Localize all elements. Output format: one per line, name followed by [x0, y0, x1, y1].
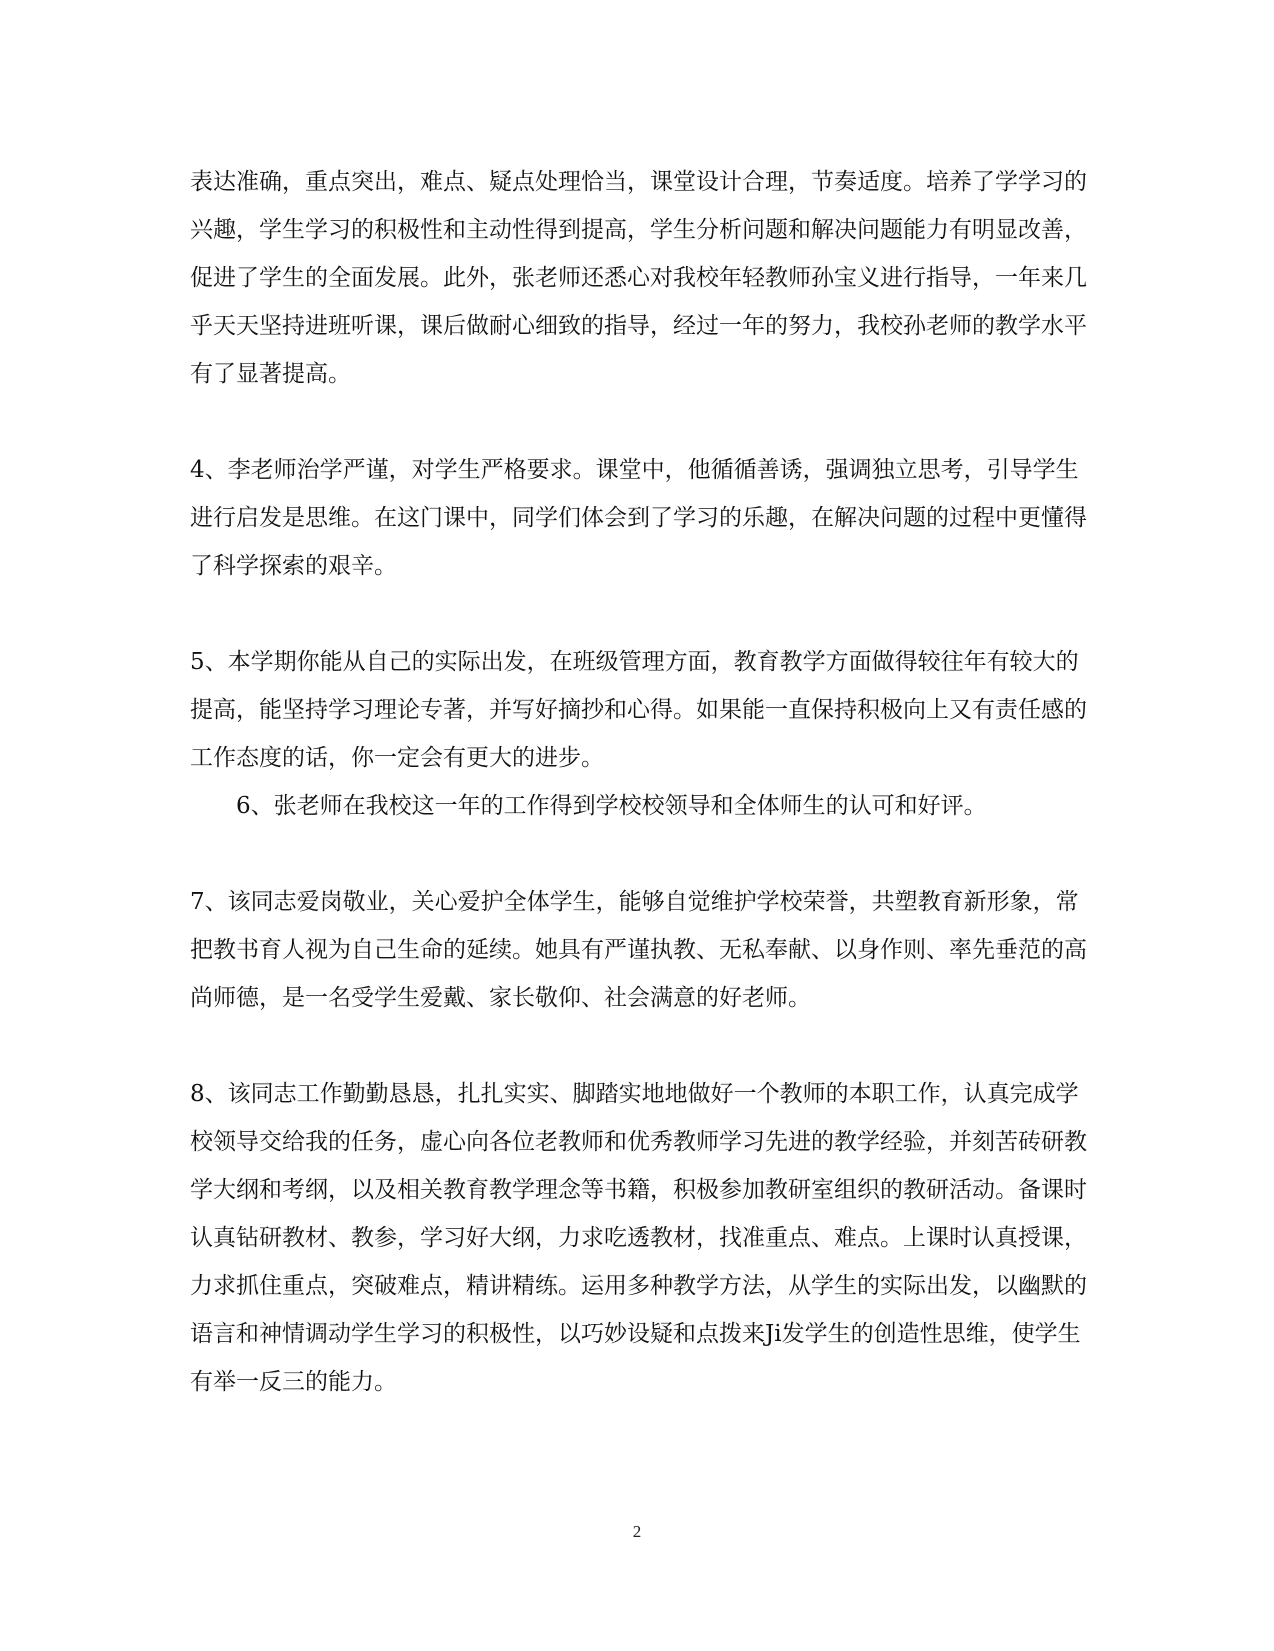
paragraph-continuation: 表达准确，重点突出，难点、疑点处理恰当，课堂设计合理，节奏适度。培养了学学习的兴趣，学生学习的积极性和主动性得到提高，学生分析问题和解决问题能力有明显改善，促进了学生的全面发展。此外，张老师还悉心对我校年轻教师孙宝义进行指导，一年来几乎天天坚持进班听课，课后做耐心细致的指导，经过一年的努力，我校孙老师的教学水平有了显著提高。: [190, 169, 1087, 387]
paragraph-item-5: 5、本学期你能从自己的实际出发，在班级管理方面，教育教学方面做得较往年有较大的提高，能坚持学习理论专著，并写好摘抄和心得。如果能一直保持积极向上又有责任感的工作态度的话，你一定会有更大的进步。: [190, 649, 1087, 771]
paragraph-item-8: 8、该同志工作勤勤恳恳，扎扎实实、脚踏实地地做好一个教师的本职工作，认真完成学校领导交给我的任务，虚心向各位老教师和优秀教师学习先进的教学经验，并刻苦砖研教学大纲和考纲，以及相关教育教学理念等书籍，积极参加教研室组织的教研活动。备课时认真钻研教材、教参，学习好大纲，力求吃透教材，找准重点、难点。上课时认真授课，力求抓住重点，突破难点，精讲精练。运用多种教学方法，从学生的实际出发，以幽默的语言和神情调动学生学习的积极性，以巧妙设疑和点拨来Ji发学生的创造性思维，使学生有举一反三的能力。: [190, 1081, 1087, 1395]
paragraph-item-4: 4、李老师治学严谨，对学生严格要求。课堂中，他循循善诱，强调独立思考，引导学生进行启发是思维。在这门课中，同学们体会到了学习的乐趣，在解决问题的过程中更懂得了科学探索的艰辛。: [190, 457, 1087, 579]
document-body: [190, 158, 1090, 1406]
paragraph-item-6: 6、张老师在我校这一年的工作得到学校校领导和全体师生的认可和好评。: [236, 793, 987, 819]
page-number: 2: [632, 1522, 642, 1541]
paragraph-item-7: 7、该同志爱岗敬业，关心爱护全体学生，能够自觉维护学校荣誉，共塑教育新形象，常把教书育人视为自己生命的延续。她具有严谨执教、无私奉献、以身作则、率先垂范的高尚师德，是一名受学生爱戴、家长敬仰、社会满意的好老师。: [190, 889, 1087, 1011]
